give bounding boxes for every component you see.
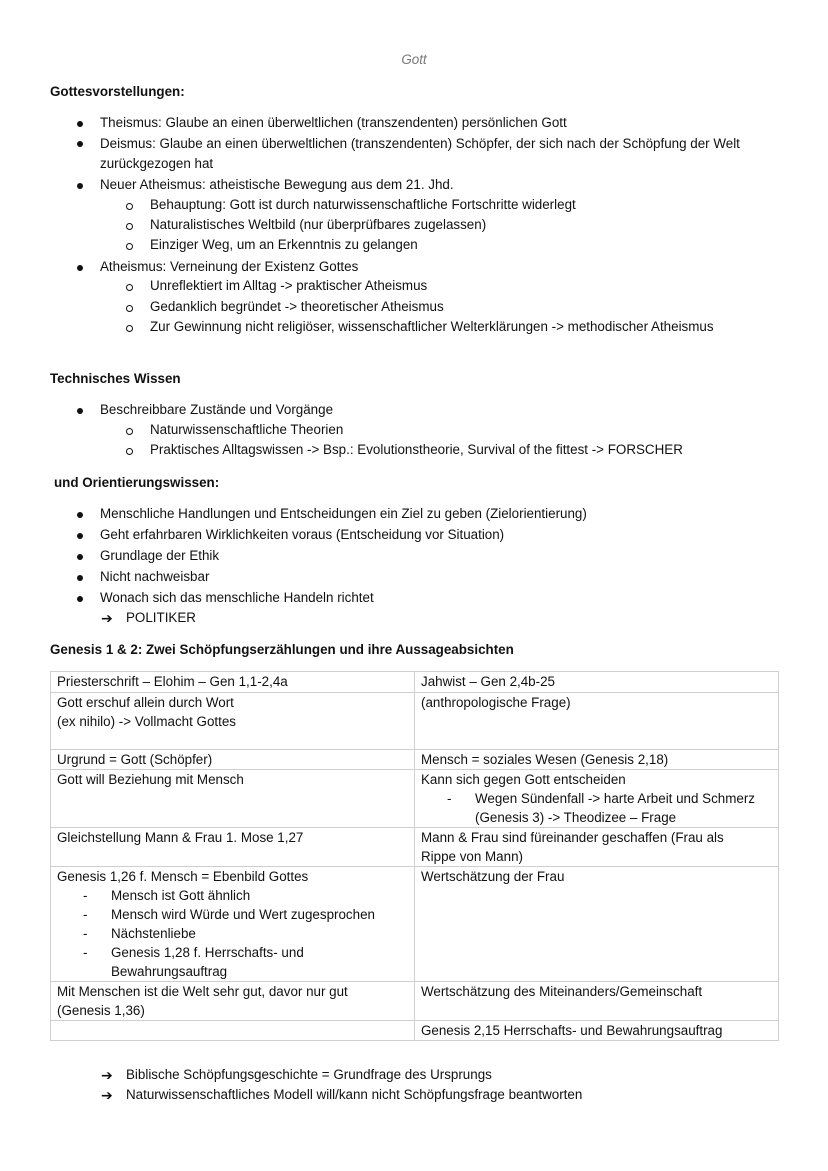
- table-cell: Genesis 2,15 Herrschafts- und Bewahrungsauftrag: [415, 1021, 779, 1041]
- cell-text: Genesis 1,28 f. Herrschafts- und: [111, 945, 304, 960]
- page-title: Gott: [401, 52, 427, 67]
- cell-text: Genesis 1,26 f. Mensch = Ebenbild Gottes: [57, 869, 309, 884]
- table-header-cell: Jahwist – Gen 2,4b-25: [415, 672, 779, 693]
- list-item: Geht erfahrbaren Wirklichkeiten voraus (Entscheidung vor Situation): [100, 527, 505, 542]
- sub-item: Naturwissenschaftliche Theorien: [150, 422, 344, 437]
- cell-text: Mann & Frau sind füreinander geschaffen (Frau als: [421, 830, 724, 845]
- circle-bullet-icon: [126, 428, 133, 435]
- dash-sub-item: - Nächstenliebe: [57, 924, 408, 943]
- table-cell: [415, 828, 779, 867]
- genesis-comparison-table: [50, 671, 779, 1041]
- list-item-deismus: Deismus: Glaube an einen überweltlichen (transzendenten) Schöpfer, der sich nach der Schöpfung der Welt: [100, 136, 740, 151]
- table-cell: Urgrund = Gott (Schöpfer): [51, 750, 415, 770]
- sub-item: Naturalistisches Weltbild (nur überprüfbares zugelassen): [150, 217, 487, 232]
- list-item: Wonach sich das menschliche Handeln richtet: [100, 590, 374, 605]
- table-header-row: [51, 672, 779, 693]
- circle-bullet-icon: [126, 203, 133, 210]
- bullet-icon: [77, 265, 83, 271]
- bullet-icon: [77, 183, 83, 189]
- table-cell: [51, 693, 415, 750]
- table-cell: Wertschätzung der Frau: [415, 867, 779, 982]
- conclusion-item: Biblische Schöpfungsgeschichte = Grundfrage des Ursprungs: [126, 1067, 492, 1082]
- list-item-neuer-atheismus: Neuer Atheismus: atheistische Bewegung aus dem 21. Jhd.: [100, 177, 454, 192]
- circle-bullet-icon: [126, 243, 133, 250]
- list-item: Menschliche Handlungen und Entscheidungen ein Ziel zu geben (Zielorientierung): [100, 506, 587, 521]
- arrow-right-icon: ➔: [101, 1087, 113, 1103]
- table-row: [51, 750, 779, 770]
- cell-text: Mensch ist Gott ähnlich: [111, 888, 251, 903]
- cell-text: Nächstenliebe: [111, 926, 196, 941]
- table-cell: (anthropologische Frage): [415, 693, 779, 750]
- arrow-right-icon: ➔: [101, 1067, 113, 1083]
- cell-text: Bewahrungsauftrag: [111, 964, 228, 979]
- circle-bullet-icon: [126, 284, 133, 291]
- sub-item: Unreflektiert im Alltag -> praktischer Atheismus: [150, 278, 428, 293]
- cell-text: (Genesis 3) -> Theodizee – Frage: [475, 810, 677, 825]
- table-cell: Gott will Beziehung mit Mensch: [51, 770, 415, 828]
- dash-sub-item: - Genesis 1,28 f. Herrschafts- und: [57, 943, 408, 962]
- table-cell: [51, 982, 415, 1021]
- circle-bullet-icon: [126, 223, 133, 230]
- table-header-cell: Priesterschrift – Elohim – Gen 1,1-2,4a: [51, 672, 415, 693]
- arrow-item-politiker: POLITIKER: [126, 610, 196, 625]
- bullet-icon: [77, 121, 83, 127]
- bullet-icon: [77, 575, 83, 581]
- conclusion-item: Naturwissenschaftliches Modell will/kann nicht Schöpfungsfrage beantworten: [126, 1087, 583, 1102]
- dash-sub-item: - Mensch ist Gott ähnlich: [57, 886, 408, 905]
- table-row: [51, 1021, 779, 1041]
- list-item: Beschreibbare Zustände und Vorgänge: [100, 402, 334, 417]
- arrow-right-icon: ➔: [101, 610, 113, 626]
- list-item: Nicht nachweisbar: [100, 569, 210, 584]
- table-cell: [415, 770, 779, 828]
- cell-text: Gott erschuf allein durch Wort: [57, 695, 234, 710]
- list-item: Grundlage der Ethik: [100, 548, 220, 563]
- circle-bullet-icon: [126, 325, 133, 332]
- list-item-atheismus: Atheismus: Verneinung der Existenz Gottes: [100, 259, 359, 274]
- cell-text: Rippe von Mann): [421, 849, 523, 864]
- dash-sub-item: - Mensch wird Würde und Wert zugesprochen: [57, 905, 408, 924]
- heading-orientierungswissen: und Orientierungswissen:: [54, 475, 220, 490]
- bullet-icon: [77, 554, 83, 560]
- heading-genesis: Genesis 1 & 2: Zwei Schöpfungserzählungen und ihre Aussageabsichten: [50, 642, 514, 657]
- dash-sub-item-cont: [421, 808, 772, 827]
- table-row: [51, 867, 779, 982]
- cell-text: (Genesis 1,36): [57, 1003, 145, 1018]
- bullet-icon: [77, 596, 83, 602]
- sub-item: Behauptung: Gott ist durch naturwissenschaftliche Fortschritte widerlegt: [150, 197, 576, 212]
- dash-sub-item-cont: [57, 962, 408, 981]
- table-cell: Gleichstellung Mann & Frau 1. Mose 1,27: [51, 828, 415, 867]
- dash-sub-item: - Wegen Sündenfall -> harte Arbeit und Schmerz: [421, 789, 772, 808]
- bullet-icon: [77, 512, 83, 518]
- table-cell: Mensch = soziales Wesen (Genesis 2,18): [415, 750, 779, 770]
- table-row: [51, 828, 779, 867]
- circle-bullet-icon: [126, 305, 133, 312]
- list-item-theismus: Theismus: Glaube an einen überweltlichen (transzendenten) persönlichen Gott: [100, 115, 567, 130]
- table-cell: Wertschätzung des Miteinanders/Gemeinschaft: [415, 982, 779, 1021]
- bullet-icon: [77, 533, 83, 539]
- table-row: [51, 770, 779, 828]
- bullet-icon: [77, 408, 83, 414]
- table-row: [51, 982, 779, 1021]
- cell-text: (ex nihilo) -> Vollmacht Gottes: [57, 714, 236, 729]
- table-cell: [51, 1021, 415, 1041]
- table-row: [51, 693, 779, 750]
- list-item-deismus-cont: zurückgezogen hat: [100, 156, 214, 171]
- table-cell: [51, 867, 415, 982]
- sub-item: Einziger Weg, um an Erkenntnis zu gelangen: [150, 237, 418, 252]
- circle-bullet-icon: [126, 448, 133, 455]
- cell-text: Wegen Sündenfall -> harte Arbeit und Schmerz: [475, 791, 756, 806]
- cell-text: Mensch wird Würde und Wert zugesprochen: [111, 907, 375, 922]
- sub-item: Praktisches Alltagswissen -> Bsp.: Evolutionstheorie, Survival of the fittest -> FORSCHER: [150, 442, 683, 457]
- sub-item: Gedanklich begründet -> theoretischer Atheismus: [150, 299, 444, 314]
- sub-item: Zur Gewinnung nicht religiöser, wissenschaftlicher Welterklärungen -> methodischer Atheismus: [150, 319, 714, 334]
- heading-technisches-wissen: Technisches Wissen: [50, 371, 181, 386]
- heading-gottesvorstellungen: Gottesvorstellungen:: [50, 84, 185, 99]
- cell-text: Kann sich gegen Gott entscheiden: [421, 772, 626, 787]
- cell-text: Mit Menschen ist die Welt sehr gut, davor nur gut: [57, 984, 348, 999]
- bullet-icon: [77, 141, 83, 147]
